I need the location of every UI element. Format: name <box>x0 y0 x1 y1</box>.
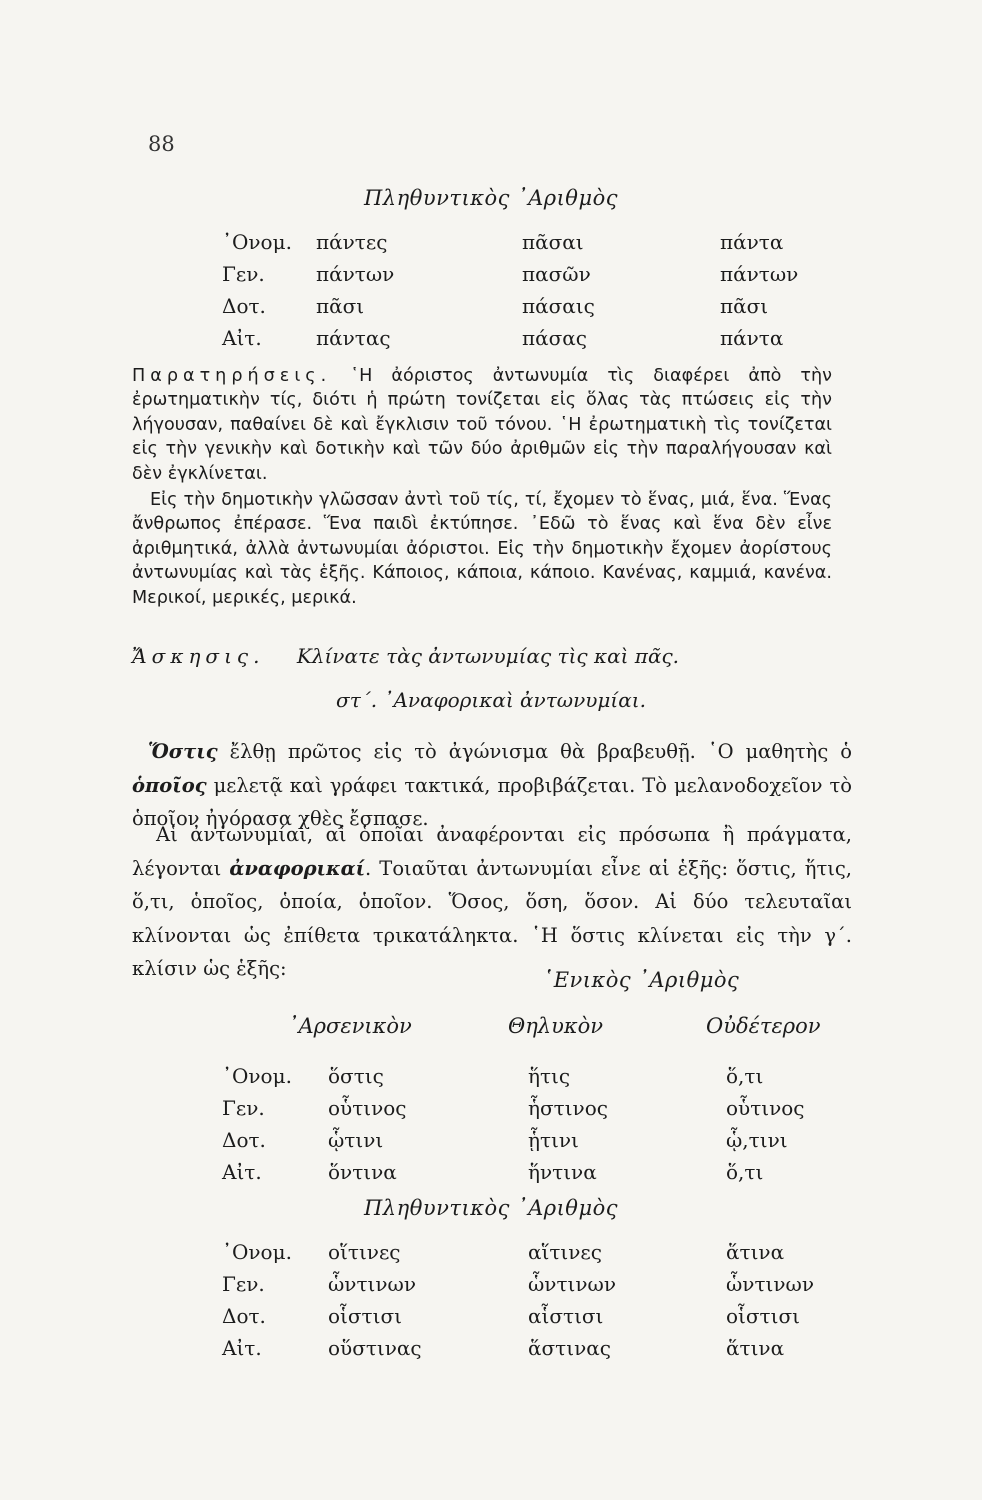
neuter-form: ὧντινων <box>726 1272 814 1296</box>
masculine-form: οἵτινες <box>328 1240 401 1264</box>
feminine-form: ἥτις <box>528 1064 571 1088</box>
feminine-form: αἵτινες <box>528 1240 602 1264</box>
case-label: Γεν. <box>222 262 265 286</box>
case-label: ᾿Ονομ. <box>222 1064 292 1088</box>
case-label: Δοτ. <box>222 1304 266 1328</box>
case-label: Γεν. <box>222 1096 265 1120</box>
neuter-form: οὗτινος <box>726 1096 805 1120</box>
keyword-anaforikai: ἀναφορικαί <box>229 856 366 880</box>
neuter-form: ὅ,τι <box>726 1064 764 1088</box>
masculine-form: ᾧτινι <box>328 1128 384 1152</box>
definition-text-2: . Τοιαῦται ἀντωνυμίαι εἶνε αἱ ἑξῆς: ὅστις, ἥτις, ὅ,τι, ὁποῖος, ὁποία, ὁποῖον. Ὅσος, ὅση, ὅσον. Αἱ δύο τελευταῖαι κλίνονται ὡς ἐπίθετα τρικατάληκτα. ῾Η ὅστις κλίνεται εἰς τὴν γ΄. κλίσιν ὡς ἑξῆς: <box>132 856 852 981</box>
neuter-form: ὅ,τι <box>726 1160 764 1184</box>
exercise-line <box>132 640 852 674</box>
feminine-form: πάσαις <box>522 294 595 318</box>
feminine-form: ἧστινος <box>528 1096 608 1120</box>
page-number: 88 <box>148 132 175 156</box>
neuter-header: Οὐδέτερον <box>706 1014 821 1038</box>
masculine-form: πάντες <box>316 230 388 254</box>
keyword-opoios: ὁποῖος <box>132 773 207 797</box>
neuter-form: πᾶσι <box>720 294 769 318</box>
case-label: ᾿Ονομ. <box>222 1240 292 1264</box>
case-label: Δοτ. <box>222 1128 266 1152</box>
neuter-form: ἅτινα <box>726 1240 785 1264</box>
masculine-form: οὗτινος <box>328 1096 407 1120</box>
feminine-form: ἥντινα <box>528 1160 597 1184</box>
feminine-form: πασῶν <box>522 262 591 286</box>
case-label: Γεν. <box>222 1272 265 1296</box>
feminine-form: ὧντινων <box>528 1272 616 1296</box>
example-text-2: μελετᾷ καὶ γράφει τακτικά, προβιβάζεται. Τὸ μελανοδοχεῖον τὸ ὁποῖον ἠγόρασα χθὲς ἔσπασε. <box>132 773 852 831</box>
remarks-paragraph <box>132 364 832 486</box>
masculine-header: ᾿Αρσενικὸν <box>288 1014 412 1038</box>
masculine-form: οἷστισι <box>328 1304 402 1328</box>
definition-text: Αἱ ἀντωνυμίαι, αἱ ὁποῖαι ἀναφέρονται εἰς πρόσωπα ἢ πράγματα, λέγονται <box>132 823 852 880</box>
demotic-paragraph: Εἰς τὴν δημοτικὴν γλῶσσαν ἀντὶ τοῦ τίς, τί, ἔχομεν τὸ ἕνας, μιά, ἕνα. Ἕνας ἄνθρωπος ἐπέρασε. Ἕνα παιδὶ ἐκτύπησε. ᾿Εδῶ τὸ ἕνας καὶ ἕνα δὲν εἶνε ἀριθμητικά, ἀλλὰ ἀντωνυμίαι ἀόριστοι. Εἰς τὴν δημοτικὴν ἔχομεν ἀορίστους ἀντωνυμίας καὶ τὰς ἑξῆς. Κάποιος, κάποια, κάποιο. Κανένας, καμμιά, κανένα. Μερικοί, μερικές, μερικά. <box>132 490 832 608</box>
neuter-form: πάντα <box>720 326 784 350</box>
neuter-form: οἷστισι <box>726 1304 800 1328</box>
feminine-form: πᾶσαι <box>522 230 584 254</box>
case-label: Αἰτ. <box>222 326 262 350</box>
masculine-form: οὕστινας <box>328 1336 422 1360</box>
masculine-form: πάντας <box>316 326 391 350</box>
feminine-form: πάσας <box>522 326 588 350</box>
case-label: Δοτ. <box>222 294 266 318</box>
case-label: Αἰτ. <box>222 1336 262 1360</box>
neuter-form: ἅτινα <box>726 1336 785 1360</box>
remarks-label: Παρατηρήσεις. <box>132 366 332 386</box>
masculine-form: πᾶσι <box>316 294 365 318</box>
exercise-text: Κλίνατε τὰς ἀντωνυμίας τὶς καὶ πᾶς. <box>296 644 680 668</box>
example-text: ἔλθῃ πρῶτος εἰς τὸ ἀγώνισμα θὰ βραβευθῇ. ῾Ο μαθητὴς ὁ <box>217 740 852 763</box>
masculine-form: ὅντινα <box>328 1160 397 1184</box>
keyword-ostis: Ὅστις <box>148 740 218 763</box>
feminine-header: Θηλυκὸν <box>508 1014 604 1038</box>
section-title: στ΄. ᾿Αναφορικαὶ ἀντωνυμίαι. <box>336 688 646 712</box>
neuter-form: ᾧ,τινι <box>726 1128 788 1152</box>
feminine-form: ᾗτινι <box>528 1128 579 1152</box>
exercise-label: Ἄσκησις. <box>132 644 265 668</box>
neuter-form: πάντα <box>720 230 784 254</box>
plural-heading-2: Πληθυντικὸς ᾿Αριθμὸς <box>363 1196 619 1220</box>
neuter-form: πάντων <box>720 262 799 286</box>
relative-definition-paragraph <box>132 818 852 986</box>
case-label: ᾿Ονομ. <box>222 230 292 254</box>
feminine-form: ἅστινας <box>528 1336 611 1360</box>
masculine-form: ὅστις <box>328 1064 384 1088</box>
case-label: Αἰτ. <box>222 1160 262 1184</box>
masculine-form: ὧντινων <box>328 1272 416 1296</box>
masculine-form: πάντων <box>316 262 395 286</box>
feminine-form: αἷστισι <box>528 1304 604 1328</box>
remarks-text: ῾Η ἀόριστος ἀντωνυμία τὶς διαφέρει ἀπὸ τὴν ἐρωτηματικὴν τίς, διότι ἡ πρώτη τονίζεται εἰς ὅλας τὰς πτώσεις εἰς τὴν λήγουσαν, παθαίνει δὲ καὶ ἔγκλισιν τοῦ τόνου. ῾Η ἐρωτηματικὴ τὶς τονίζεται εἰς τὴν γενικὴν καὶ δοτικὴν καὶ τῶν δύο ἀριθμῶν εἰς τὴν παραλήγουσαν καὶ δὲν ἐγκλίνεται. <box>132 366 833 484</box>
singular-heading: ῾Ενικὸς ᾿Αριθμὸς <box>542 968 740 992</box>
plural-heading: Πληθυντικὸς ᾿Αριθμὸς <box>363 186 619 210</box>
